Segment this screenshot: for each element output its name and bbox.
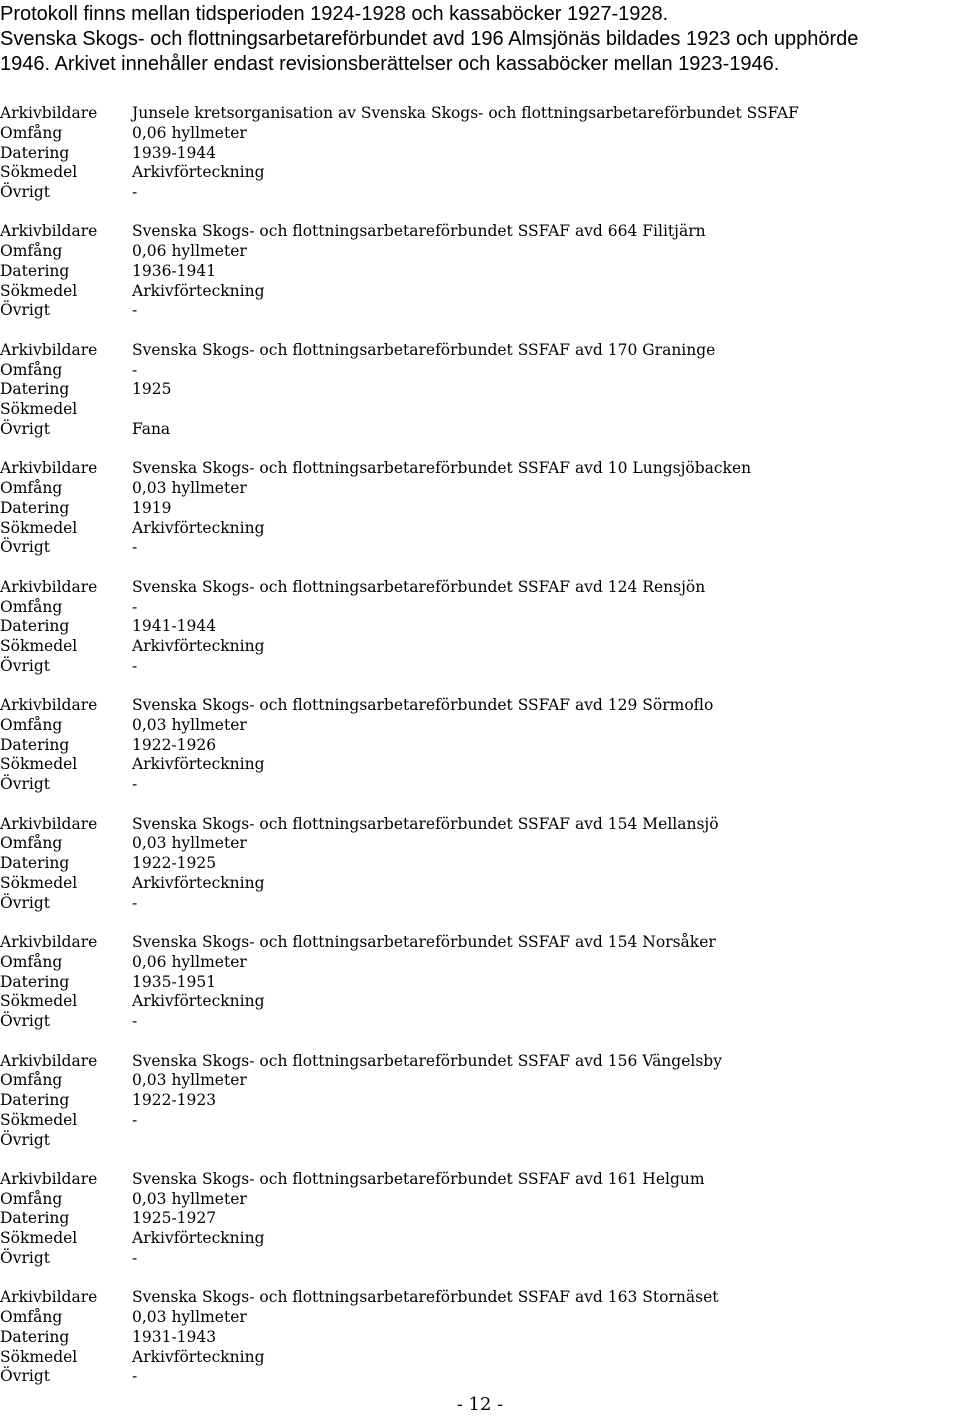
record-row-omfang (0, 1190, 960, 1210)
archive-record (0, 933, 960, 1032)
field-value-arkivbildare: Svenska Skogs- och flottningsarbetareförbundet SSFAF avd 154 Norsåker (132, 933, 716, 952)
field-label-ovrigt: Övrigt (0, 893, 50, 912)
record-row-ovrigt (0, 301, 960, 321)
field-label-sokmedel: Sökmedel (0, 281, 78, 300)
field-value-sokmedel: Arkivförteckning (132, 518, 265, 537)
field-label-omfang: Omfång (0, 1308, 63, 1327)
archive-records-list (0, 104, 960, 1407)
intro-line: Svenska Skogs- och flottningsarbetareförbundet avd 196 Almsjönäs bildades 1923 och upphörde (0, 28, 859, 50)
field-label-arkivbildare: Arkivbildare (0, 696, 98, 715)
archive-record (0, 578, 960, 677)
record-row-omfang (0, 242, 960, 262)
field-label-arkivbildare: Arkivbildare (0, 459, 98, 478)
field-label-datering: Datering (0, 735, 70, 754)
field-label-omfang: Omfång (0, 360, 63, 379)
record-row-datering (0, 380, 960, 400)
record-row-datering (0, 499, 960, 519)
field-label-ovrigt: Övrigt (0, 1130, 50, 1149)
record-row-datering (0, 144, 960, 164)
field-label-omfang: Omfång (0, 952, 63, 971)
field-value-datering: 1936-1941 (132, 261, 217, 280)
record-row-sokmedel (0, 755, 960, 775)
field-value-sokmedel: - (132, 1110, 138, 1129)
field-value-arkivbildare: Junsele kretsorganisation av Svenska Skogs- och flottningsarbetareförbundet SSFAF (132, 104, 799, 122)
field-value-datering: 1919 (132, 498, 172, 517)
record-row-omfang (0, 1071, 960, 1091)
record-row-ovrigt (0, 1131, 960, 1151)
record-row-ovrigt (0, 538, 960, 558)
record-row-arkivbildare (0, 104, 960, 124)
field-label-sokmedel: Sökmedel (0, 400, 78, 419)
record-row-arkivbildare (0, 815, 960, 835)
field-value-sokmedel: Arkivförteckning (132, 873, 265, 892)
archive-record (0, 1170, 960, 1269)
field-label-sokmedel: Sökmedel (0, 1229, 78, 1248)
field-value-datering: 1922-1923 (132, 1091, 217, 1109)
field-label-omfang: Omfång (0, 242, 63, 261)
record-row-omfang (0, 834, 960, 854)
field-label-ovrigt: Övrigt (0, 1367, 50, 1386)
field-value-sokmedel: Arkivförteckning (132, 1347, 265, 1366)
record-row-sokmedel (0, 163, 960, 183)
archive-record (0, 222, 960, 321)
record-row-omfang (0, 124, 960, 144)
field-value-omfang: 0,03 hyllmeter (132, 1189, 247, 1208)
record-row-arkivbildare (0, 933, 960, 953)
field-value-omfang: 0,06 hyllmeter (132, 242, 247, 261)
field-label-omfang: Omfång (0, 715, 63, 734)
field-value-omfang: 0,03 hyllmeter (132, 1071, 247, 1090)
record-row-ovrigt (0, 1012, 960, 1032)
field-label-datering: Datering (0, 498, 70, 517)
archive-record (0, 696, 960, 795)
field-value-arkivbildare: Svenska Skogs- och flottningsarbetareförbundet SSFAF avd 124 Rensjön (132, 577, 706, 596)
record-row-omfang (0, 361, 960, 381)
field-value-ovrigt: - (132, 183, 138, 201)
field-value-ovrigt: - (132, 656, 138, 675)
page-number: - 12 - (456, 1394, 504, 1415)
field-value-omfang: - (132, 597, 138, 616)
record-row-sokmedel (0, 1111, 960, 1131)
field-value-ovrigt: - (132, 1367, 138, 1386)
field-label-arkivbildare: Arkivbildare (0, 1169, 98, 1188)
field-value-ovrigt: - (132, 538, 138, 557)
field-label-arkivbildare: Arkivbildare (0, 222, 98, 241)
record-row-datering (0, 1091, 960, 1111)
field-label-ovrigt: Övrigt (0, 183, 50, 201)
field-value-arkivbildare: Svenska Skogs- och flottningsarbetareförbundet SSFAF avd 170 Graninge (132, 340, 716, 359)
field-label-arkivbildare: Arkivbildare (0, 577, 98, 596)
field-label-datering: Datering (0, 972, 70, 991)
field-label-datering: Datering (0, 261, 70, 280)
field-label-ovrigt: Övrigt (0, 1012, 50, 1031)
field-value-datering: 1939-1944 (132, 143, 217, 162)
field-value-sokmedel: Arkivförteckning (132, 755, 265, 774)
field-value-datering: 1931-1943 (132, 1327, 217, 1346)
field-value-sokmedel: Arkivförteckning (132, 163, 265, 182)
intro-line: Protokoll finns mellan tidsperioden 1924-1928 och kassaböcker 1927-1928. (0, 3, 669, 25)
field-label-arkivbildare: Arkivbildare (0, 104, 98, 122)
field-value-datering: 1925 (132, 380, 172, 399)
field-label-omfang: Omfång (0, 479, 63, 498)
intro-paragraph (0, 2, 960, 77)
archive-record (0, 1052, 960, 1151)
archive-record (0, 459, 960, 558)
field-label-omfang: Omfång (0, 1189, 63, 1208)
field-label-ovrigt: Övrigt (0, 775, 50, 794)
record-row-omfang (0, 479, 960, 499)
field-label-arkivbildare: Arkivbildare (0, 340, 98, 359)
record-row-ovrigt (0, 657, 960, 677)
field-label-sokmedel: Sökmedel (0, 518, 78, 537)
field-value-omfang: 0,03 hyllmeter (132, 479, 247, 498)
record-row-arkivbildare (0, 578, 960, 598)
record-row-omfang (0, 1308, 960, 1328)
record-row-sokmedel (0, 992, 960, 1012)
field-value-sokmedel: Arkivförteckning (132, 992, 265, 1011)
field-label-ovrigt: Övrigt (0, 538, 50, 557)
field-value-omfang: 0,06 hyllmeter (132, 952, 247, 971)
field-label-datering: Datering (0, 1327, 70, 1346)
field-value-ovrigt: - (132, 893, 138, 912)
record-row-omfang (0, 598, 960, 618)
record-row-datering (0, 1209, 960, 1229)
record-row-sokmedel (0, 400, 960, 420)
record-row-arkivbildare (0, 1052, 960, 1072)
archive-record (0, 104, 960, 203)
field-label-ovrigt: Övrigt (0, 656, 50, 675)
record-row-arkivbildare (0, 1170, 960, 1190)
field-label-sokmedel: Sökmedel (0, 873, 78, 892)
field-label-ovrigt: Övrigt (0, 301, 50, 320)
field-label-arkivbildare: Arkivbildare (0, 814, 98, 833)
field-value-arkivbildare: Svenska Skogs- och flottningsarbetareförbundet SSFAF avd 10 Lungsjöbacken (132, 459, 752, 478)
field-label-omfang: Omfång (0, 597, 63, 616)
record-row-ovrigt (0, 420, 960, 440)
field-value-omfang: 0,06 hyllmeter (132, 123, 247, 142)
field-value-ovrigt: - (132, 1248, 138, 1267)
archive-record (0, 1288, 960, 1387)
record-row-datering (0, 617, 960, 637)
field-label-sokmedel: Sökmedel (0, 1347, 78, 1366)
record-row-sokmedel (0, 282, 960, 302)
field-label-ovrigt: Övrigt (0, 1248, 50, 1267)
field-value-sokmedel: Arkivförteckning (132, 281, 265, 300)
field-value-sokmedel: Arkivförteckning (132, 637, 265, 655)
record-row-arkivbildare (0, 1288, 960, 1308)
record-row-datering (0, 736, 960, 756)
field-value-datering: 1922-1925 (132, 854, 217, 873)
field-value-omfang: 0,03 hyllmeter (132, 834, 247, 853)
record-row-sokmedel (0, 637, 960, 657)
field-label-datering: Datering (0, 854, 70, 873)
field-label-ovrigt: Övrigt (0, 419, 50, 438)
record-row-ovrigt (0, 183, 960, 203)
record-row-ovrigt (0, 775, 960, 795)
field-value-datering: 1922-1926 (132, 735, 217, 754)
field-label-sokmedel: Sökmedel (0, 755, 78, 774)
field-value-omfang: 0,03 hyllmeter (132, 1308, 247, 1327)
record-row-ovrigt (0, 1367, 960, 1387)
record-row-datering (0, 1328, 960, 1348)
field-value-omfang: - (132, 360, 138, 379)
record-row-ovrigt (0, 894, 960, 914)
field-label-omfang: Omfång (0, 123, 63, 142)
record-row-arkivbildare (0, 222, 960, 242)
field-value-arkivbildare: Svenska Skogs- och flottningsarbetareförbundet SSFAF avd 161 Helgum (132, 1169, 705, 1188)
field-label-sokmedel: Sökmedel (0, 637, 78, 655)
record-row-sokmedel (0, 519, 960, 539)
field-value-ovrigt: - (132, 301, 138, 320)
record-row-omfang (0, 953, 960, 973)
archive-record (0, 815, 960, 914)
intro-line: 1946. Arkivet innehåller endast revisionsberättelser och kassaböcker mellan 1923-1946. (0, 53, 780, 75)
field-label-datering: Datering (0, 380, 70, 399)
field-label-arkivbildare: Arkivbildare (0, 1051, 98, 1070)
field-value-datering: 1941-1944 (132, 617, 217, 636)
field-label-sokmedel: Sökmedel (0, 1110, 78, 1129)
field-value-datering: 1935-1951 (132, 972, 217, 991)
record-row-omfang (0, 716, 960, 736)
field-value-arkivbildare: Svenska Skogs- och flottningsarbetareförbundet SSFAF avd 154 Mellansjö (132, 814, 719, 833)
field-value-omfang: 0,03 hyllmeter (132, 715, 247, 734)
field-value-ovrigt: - (132, 1012, 138, 1031)
record-row-arkivbildare (0, 696, 960, 716)
field-value-sokmedel: Arkivförteckning (132, 1229, 265, 1248)
field-value-ovrigt: Fana (132, 419, 171, 438)
record-row-sokmedel (0, 1348, 960, 1368)
field-label-sokmedel: Sökmedel (0, 163, 78, 182)
record-row-datering (0, 262, 960, 282)
record-row-datering (0, 854, 960, 874)
record-row-arkivbildare (0, 459, 960, 479)
field-value-datering: 1925-1927 (132, 1209, 217, 1228)
field-label-datering: Datering (0, 1209, 70, 1228)
field-label-arkivbildare: Arkivbildare (0, 933, 98, 952)
field-value-arkivbildare: Svenska Skogs- och flottningsarbetareförbundet SSFAF avd 163 Stornäset (132, 1288, 719, 1307)
record-row-datering (0, 973, 960, 993)
record-row-ovrigt (0, 1249, 960, 1269)
field-label-arkivbildare: Arkivbildare (0, 1288, 98, 1307)
field-value-ovrigt: - (132, 775, 138, 794)
field-label-datering: Datering (0, 143, 70, 162)
field-label-datering: Datering (0, 617, 70, 636)
field-label-sokmedel: Sökmedel (0, 992, 78, 1011)
record-row-sokmedel (0, 1229, 960, 1249)
field-label-omfang: Omfång (0, 834, 63, 853)
field-label-datering: Datering (0, 1091, 70, 1109)
field-value-arkivbildare: Svenska Skogs- och flottningsarbetareförbundet SSFAF avd 664 Filitjärn (132, 222, 706, 241)
record-row-arkivbildare (0, 341, 960, 361)
field-label-omfang: Omfång (0, 1071, 63, 1090)
record-row-sokmedel (0, 874, 960, 894)
archive-record (0, 341, 960, 440)
field-value-arkivbildare: Svenska Skogs- och flottningsarbetareförbundet SSFAF avd 156 Vängelsby (132, 1051, 722, 1070)
field-value-arkivbildare: Svenska Skogs- och flottningsarbetareförbundet SSFAF avd 129 Sörmoflo (132, 696, 714, 715)
